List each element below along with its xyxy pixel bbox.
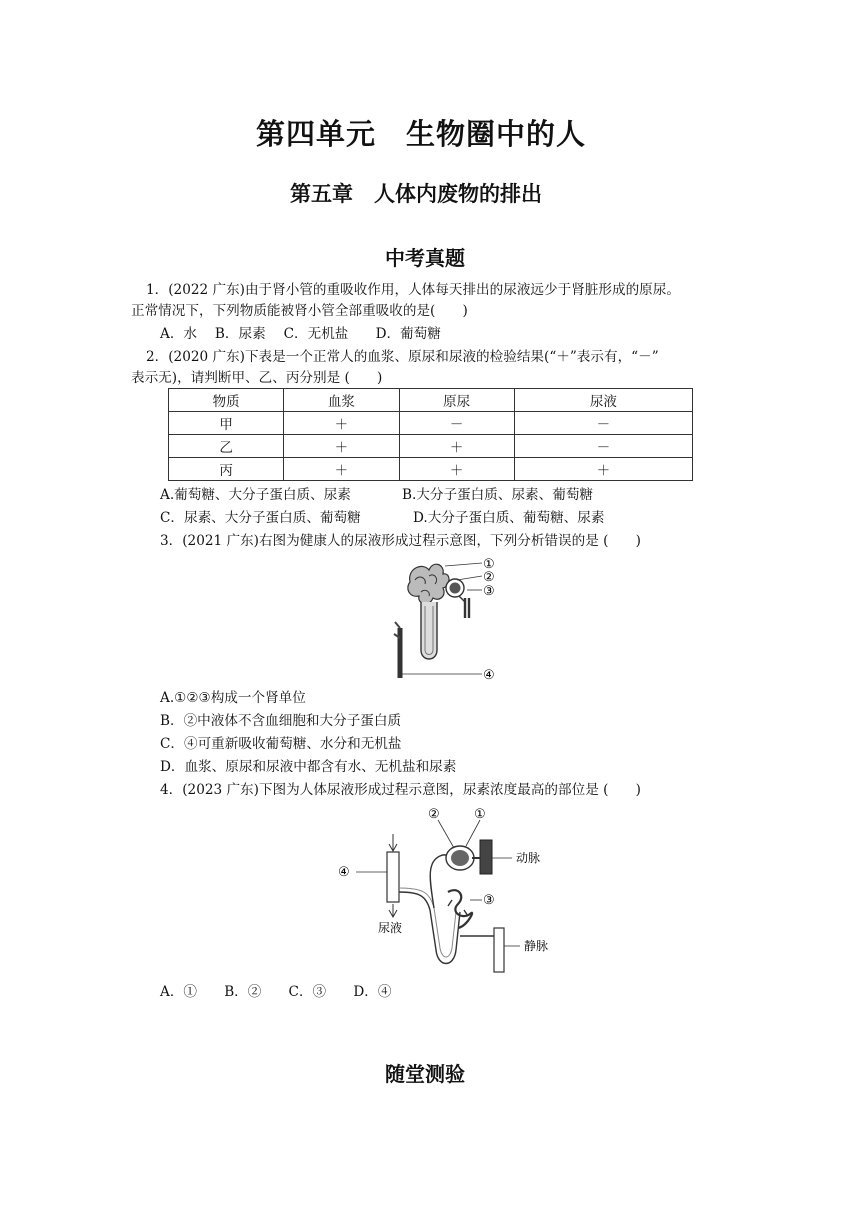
table-row <box>169 412 693 435</box>
table-header: 血浆 <box>284 389 399 412</box>
q4-label-urine: 尿液 <box>378 921 403 935</box>
table-header: 物质 <box>169 389 284 412</box>
table-cell: 甲 <box>169 412 284 435</box>
table-header-row <box>169 389 693 412</box>
table-cell: ＋ <box>284 435 399 458</box>
section-title-exam: 中考真题 <box>385 246 465 270</box>
unit-title: 第四单元 生物圈中的人 <box>256 117 587 151</box>
chapter-title: 第五章 人体内废物的排出 <box>290 182 542 206</box>
table-cell: ＋ <box>514 458 692 481</box>
q4-label-2: ② <box>428 807 440 822</box>
q3-label-2: ② <box>483 570 495 585</box>
q1-stem-line2: 正常情况下，下列物质能被肾小管全部重吸收的是( ) <box>131 303 468 319</box>
q3-stem: 3．(2021 广东)右图为健康人的尿液形成过程示意图，下列分析错误的是 ( ) <box>160 533 641 549</box>
q3-option-b: B．②中液体不含血细胞和大分子蛋白质 <box>160 713 402 729</box>
q3-option-d: D．血浆、原尿和尿液中都含有水、无机盐和尿素 <box>160 759 457 775</box>
q2-option-a: A.葡萄糖、大分子蛋白质、尿素 <box>160 487 351 503</box>
q4-stem: 4．(2023 广东)下图为人体尿液形成过程示意图，尿素浓度最高的部位是 ( ) <box>160 782 641 798</box>
q1-options: A．水 B．尿素 C．无机盐 D．葡萄糖 <box>160 326 441 342</box>
section-title-quiz: 随堂测验 <box>385 1062 465 1086</box>
q2-option-d: D.大分子蛋白质、葡萄糖、尿素 <box>413 510 605 526</box>
table-cell: ＋ <box>399 458 514 481</box>
table-cell: － <box>514 435 692 458</box>
table-row <box>169 435 693 458</box>
q2-result-table <box>168 388 693 481</box>
q4-options: A．① B．② C．③ D．④ <box>160 984 392 1000</box>
q4-label-artery: 动脉 <box>516 851 541 865</box>
table-header: 尿液 <box>514 389 692 412</box>
q4-label-4: ④ <box>338 865 350 880</box>
q3-nephron-figure <box>385 550 510 685</box>
q4-urine-formation-figure <box>330 800 560 980</box>
q1-stem-line1: 1．(2022 广东)由于肾小管的重吸收作用，人体每天排出的尿液远少于肾脏形成的原尿。 <box>146 282 680 298</box>
q4-label-1: ① <box>474 807 486 822</box>
table-cell: ＋ <box>284 412 399 435</box>
q3-label-1: ① <box>483 557 495 572</box>
table-cell: 乙 <box>169 435 284 458</box>
q2-stem-line2: 表示无)，请判断甲、乙、丙分别是 ( ) <box>131 370 383 386</box>
q4-label-vein: 静脉 <box>524 939 549 953</box>
q4-label-3: ③ <box>483 893 495 908</box>
table-cell: ＋ <box>284 458 399 481</box>
q2-stem-line1: 2．(2020 广东)下表是一个正常人的血浆、原尿和尿液的检验结果(“＋”表示有，“－” <box>146 349 659 365</box>
q2-option-c: C．尿素、大分子蛋白质、葡萄糖 <box>160 510 361 526</box>
table-header: 原尿 <box>399 389 514 412</box>
table-row <box>169 458 693 481</box>
q3-option-c: C．④可重新吸收葡萄糖、水分和无机盐 <box>160 736 402 752</box>
table-cell: 丙 <box>169 458 284 481</box>
table-cell: ＋ <box>399 435 514 458</box>
table-cell: － <box>514 412 692 435</box>
table-cell: － <box>399 412 514 435</box>
q3-label-3: ③ <box>483 584 495 599</box>
q2-option-b: B.大分子蛋白质、尿素、葡萄糖 <box>402 487 594 503</box>
q3-label-4: ④ <box>483 668 495 683</box>
q3-option-a: A.①②③构成一个肾单位 <box>160 690 306 706</box>
